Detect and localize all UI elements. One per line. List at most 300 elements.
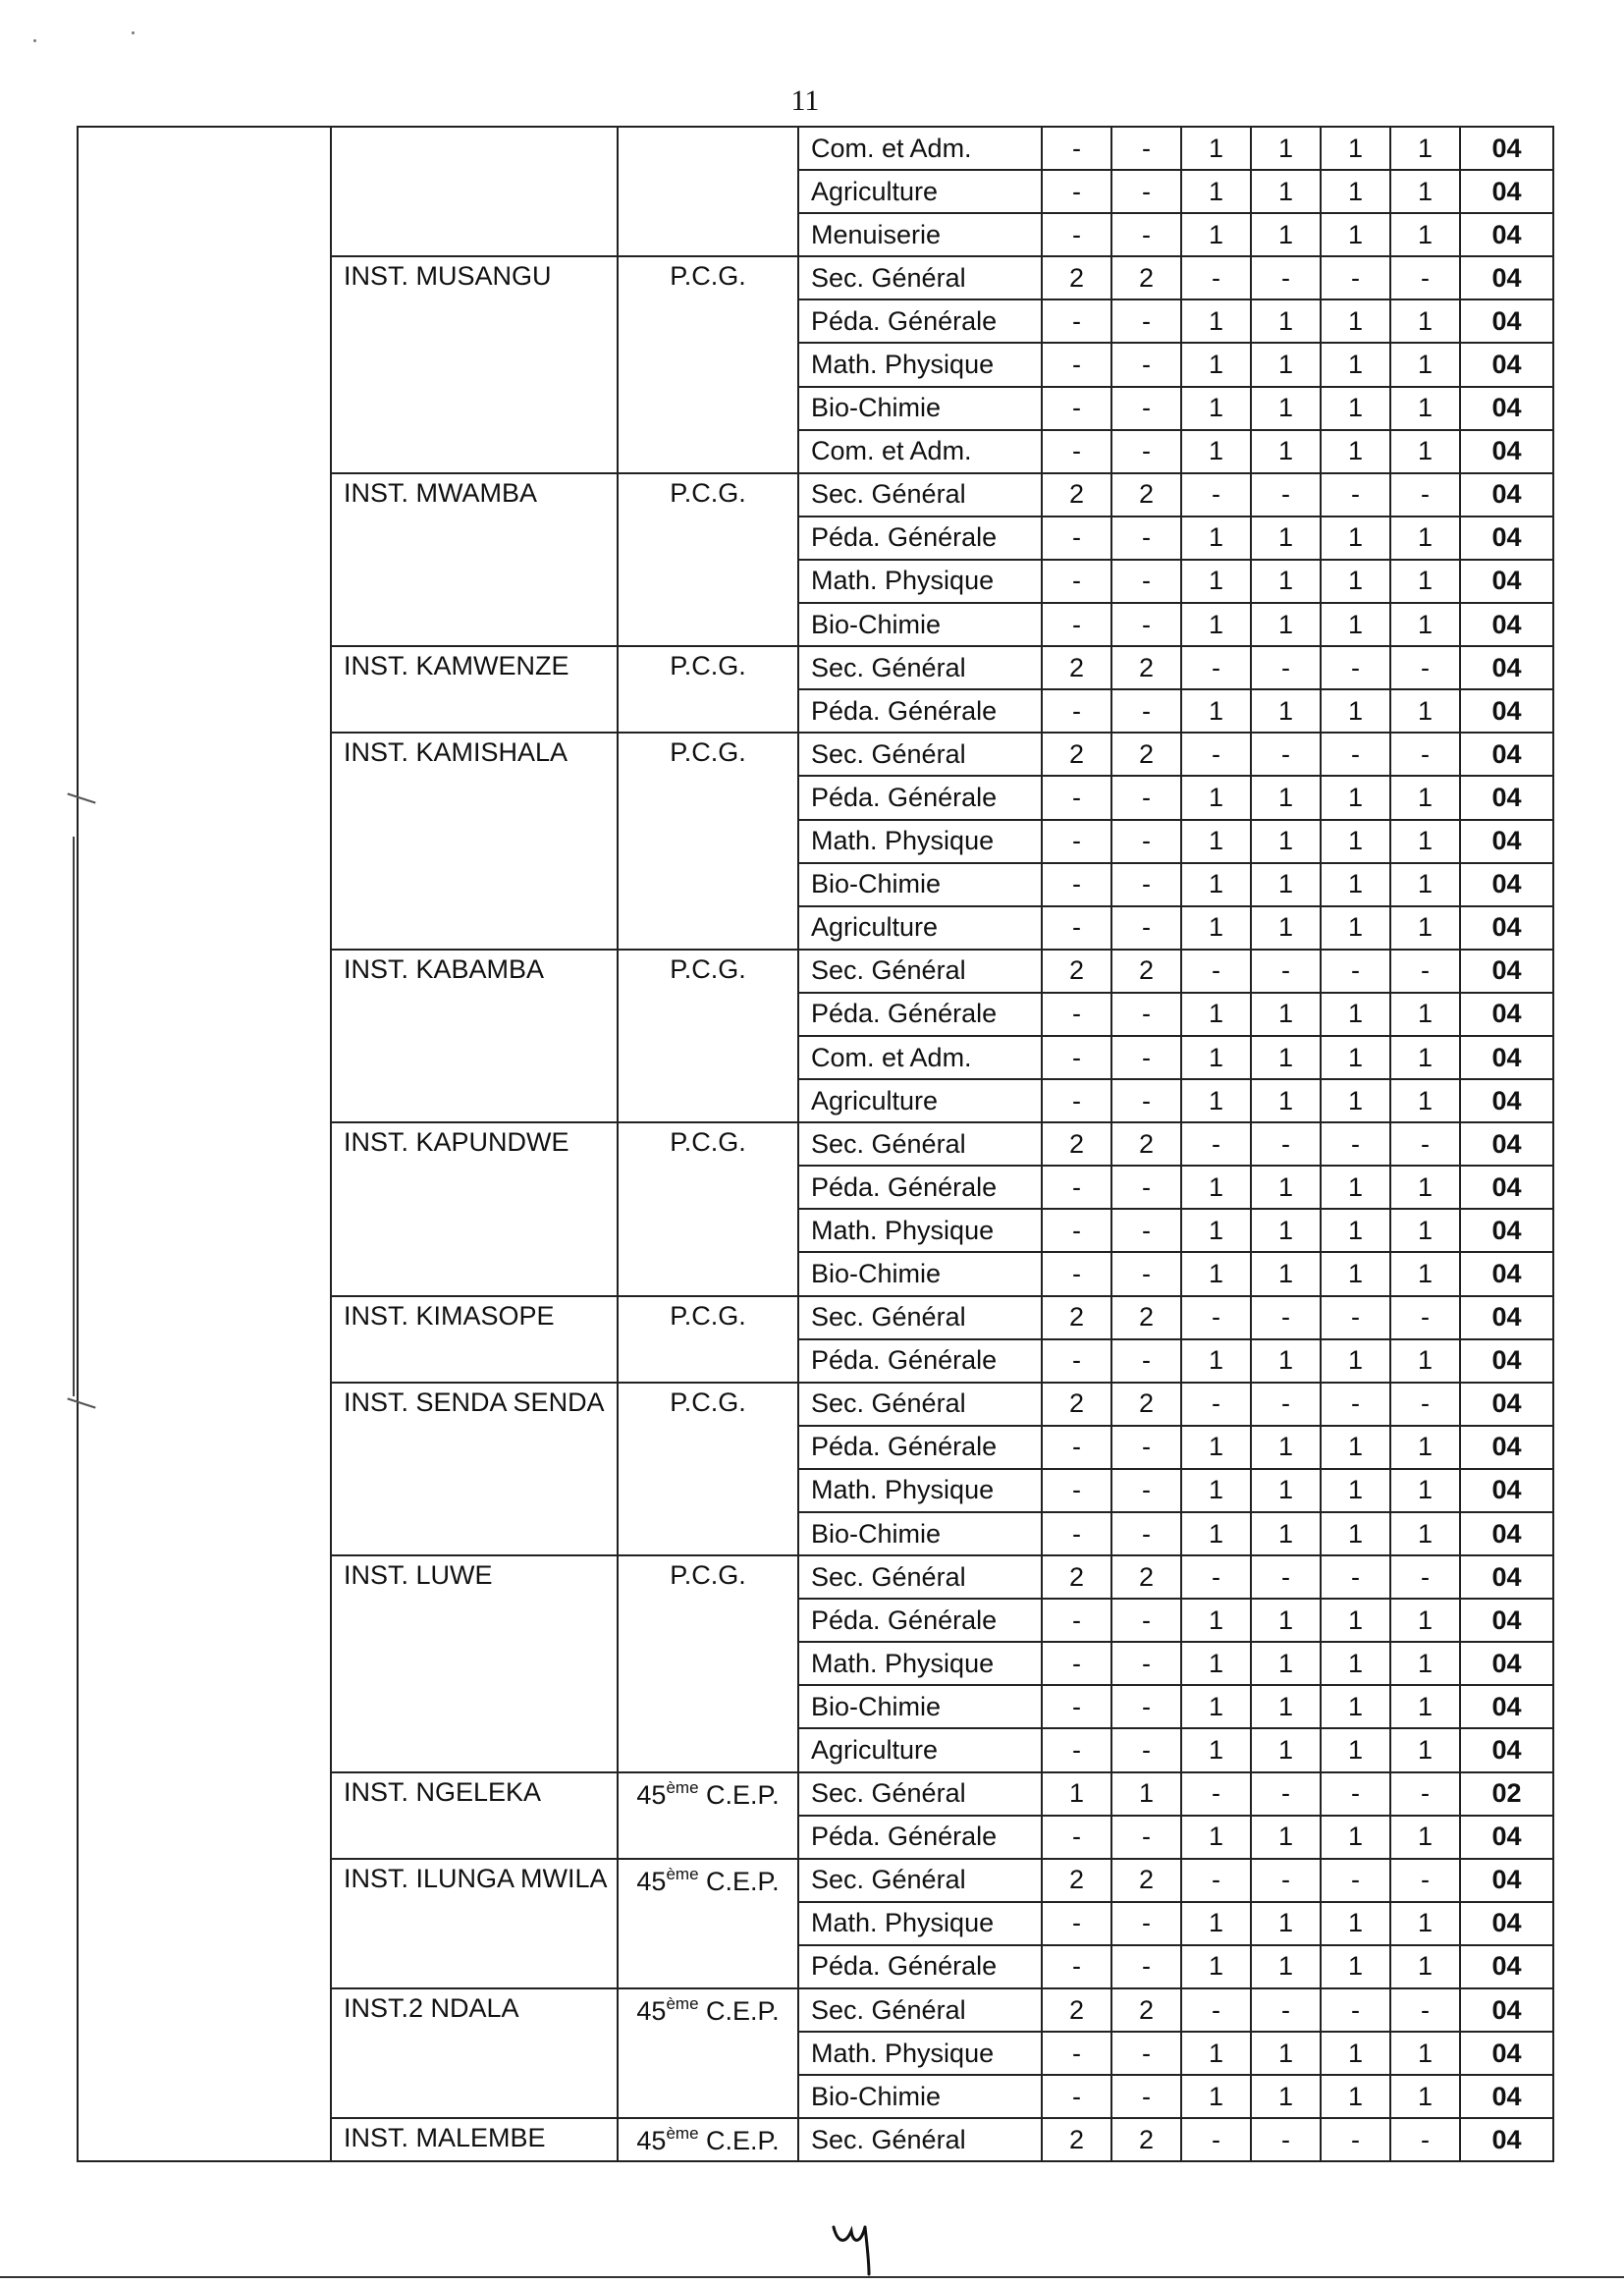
- class-count: -: [1181, 1383, 1251, 1426]
- option-name: Math. Physique: [798, 820, 1042, 863]
- class-count: -: [1321, 1772, 1390, 1816]
- class-count: -: [1390, 2118, 1460, 2161]
- option-name: Menuiserie: [798, 213, 1042, 256]
- option-name: Com. et Adm.: [798, 127, 1042, 170]
- class-count: 1: [1390, 213, 1460, 256]
- school-category: 45ème C.E.P.: [618, 1988, 798, 2118]
- bottom-rule: [0, 2276, 1624, 2278]
- class-count: 1: [1390, 1685, 1460, 1728]
- class-count: -: [1111, 127, 1181, 170]
- class-count: 1: [1321, 127, 1390, 170]
- class-count: 1: [1390, 603, 1460, 646]
- class-count: 1: [1390, 689, 1460, 733]
- option-name: Péda. Générale: [798, 1816, 1042, 1859]
- class-count: -: [1111, 1685, 1181, 1728]
- class-count: -: [1321, 256, 1390, 299]
- class-count: -: [1321, 1383, 1390, 1426]
- total-count: 04: [1460, 1339, 1553, 1383]
- class-count: -: [1251, 646, 1321, 689]
- class-count: 1: [1321, 517, 1390, 560]
- class-count: 1: [1181, 1036, 1251, 1079]
- class-count: 1: [1390, 1036, 1460, 1079]
- total-count: 04: [1460, 256, 1553, 299]
- class-count: -: [1042, 1469, 1111, 1512]
- school-category: P.C.G.: [618, 1296, 798, 1383]
- class-count: 1: [1251, 993, 1321, 1036]
- option-name: Math. Physique: [798, 1469, 1042, 1512]
- class-count: 1: [1181, 993, 1251, 1036]
- class-count: -: [1042, 1902, 1111, 1945]
- class-count: -: [1321, 1122, 1390, 1166]
- class-count: -: [1042, 776, 1111, 819]
- class-count: -: [1111, 1209, 1181, 1252]
- class-count: 1: [1390, 1079, 1460, 1122]
- school-category: P.C.G.: [618, 256, 798, 472]
- option-name: Agriculture: [798, 1079, 1042, 1122]
- class-count: -: [1042, 1512, 1111, 1555]
- class-count: -: [1111, 820, 1181, 863]
- class-count: -: [1042, 993, 1111, 1036]
- class-count: -: [1042, 906, 1111, 950]
- class-count: -: [1042, 1079, 1111, 1122]
- class-count: 1: [1321, 993, 1390, 1036]
- class-count: 1: [1321, 776, 1390, 819]
- class-count: 1: [1321, 1166, 1390, 1209]
- class-count: 1: [1251, 1945, 1321, 1988]
- class-count: 1: [1390, 343, 1460, 386]
- class-count: 1: [1042, 1772, 1111, 1816]
- class-count: -: [1251, 950, 1321, 993]
- option-name: Sec. Général: [798, 256, 1042, 299]
- class-count: 1: [1321, 430, 1390, 473]
- option-name: Péda. Générale: [798, 517, 1042, 560]
- option-name: Péda. Générale: [798, 1945, 1042, 1988]
- school-category: P.C.G.: [618, 1383, 798, 1555]
- class-count: -: [1321, 646, 1390, 689]
- class-count: -: [1111, 603, 1181, 646]
- option-name: Sec. Général: [798, 1122, 1042, 1166]
- total-count: 04: [1460, 950, 1553, 993]
- class-count: 2: [1042, 1555, 1111, 1599]
- class-count: 1: [1251, 170, 1321, 213]
- option-name: Péda. Générale: [798, 1599, 1042, 1642]
- option-name: Péda. Générale: [798, 1166, 1042, 1209]
- class-count: -: [1181, 473, 1251, 517]
- total-count: 04: [1460, 1728, 1553, 1771]
- class-count: -: [1042, 170, 1111, 213]
- school-name: INST. KAMISHALA: [331, 733, 618, 949]
- class-count: 2: [1111, 1383, 1181, 1426]
- total-count: 04: [1460, 170, 1553, 213]
- class-count: 1: [1390, 863, 1460, 906]
- class-count: -: [1111, 1469, 1181, 1512]
- class-count: 1: [1321, 1685, 1390, 1728]
- class-count: 2: [1042, 2118, 1111, 2161]
- class-count: 2: [1042, 1859, 1111, 1902]
- class-count: 1: [1181, 299, 1251, 343]
- option-name: Bio-Chimie: [798, 387, 1042, 430]
- class-count: 2: [1111, 733, 1181, 776]
- class-count: -: [1251, 1772, 1321, 1816]
- school-name: INST.2 NDALA: [331, 1988, 618, 2118]
- class-count: -: [1042, 430, 1111, 473]
- class-count: 1: [1251, 1728, 1321, 1771]
- class-count: 1: [1181, 127, 1251, 170]
- class-count: 1: [1321, 299, 1390, 343]
- class-count: -: [1390, 1122, 1460, 1166]
- class-count: -: [1042, 387, 1111, 430]
- class-count: -: [1181, 646, 1251, 689]
- total-count: 04: [1460, 2118, 1553, 2161]
- class-count: -: [1321, 2118, 1390, 2161]
- option-name: Sec. Général: [798, 1988, 1042, 2032]
- class-count: -: [1042, 2032, 1111, 2075]
- class-count: 1: [1251, 387, 1321, 430]
- total-count: 04: [1460, 1296, 1553, 1339]
- class-count: 1: [1321, 1036, 1390, 1079]
- scan-speck: [132, 31, 135, 34]
- option-name: Com. et Adm.: [798, 1036, 1042, 1079]
- class-count: -: [1181, 733, 1251, 776]
- class-count: -: [1251, 1383, 1321, 1426]
- option-name: Sec. Général: [798, 1383, 1042, 1426]
- class-count: 1: [1181, 1512, 1251, 1555]
- class-count: -: [1181, 256, 1251, 299]
- class-count: -: [1181, 1988, 1251, 2032]
- class-count: 2: [1111, 1296, 1181, 1339]
- class-count: 1: [1390, 1728, 1460, 1771]
- class-count: 1: [1390, 776, 1460, 819]
- total-count: 04: [1460, 776, 1553, 819]
- class-count: 1: [1181, 430, 1251, 473]
- total-count: 04: [1460, 1816, 1553, 1859]
- class-count: 1: [1321, 170, 1390, 213]
- class-count: -: [1321, 733, 1390, 776]
- option-name: Péda. Générale: [798, 1339, 1042, 1383]
- class-count: 1: [1181, 387, 1251, 430]
- class-count: -: [1251, 733, 1321, 776]
- class-count: 1: [1251, 1642, 1321, 1685]
- school-category: P.C.G.: [618, 1555, 798, 1771]
- class-count: -: [1111, 299, 1181, 343]
- school-category: P.C.G.: [618, 473, 798, 646]
- option-name: Bio-Chimie: [798, 1685, 1042, 1728]
- class-count: 1: [1390, 1426, 1460, 1469]
- class-count: 1: [1181, 906, 1251, 950]
- total-count: 04: [1460, 560, 1553, 603]
- total-count: 04: [1460, 689, 1553, 733]
- class-count: 1: [1390, 2032, 1460, 2075]
- class-count: 1: [1251, 430, 1321, 473]
- class-count: 1: [1390, 1166, 1460, 1209]
- class-count: -: [1390, 1859, 1460, 1902]
- class-count: 1: [1181, 820, 1251, 863]
- class-count: -: [1181, 950, 1251, 993]
- class-count: 1: [1390, 560, 1460, 603]
- class-count: -: [1042, 1209, 1111, 1252]
- class-count: 1: [1181, 170, 1251, 213]
- class-count: 1: [1181, 603, 1251, 646]
- class-count: 1: [1251, 1166, 1321, 1209]
- school-name: INST. ILUNGA MWILA: [331, 1859, 618, 1988]
- class-count: -: [1042, 820, 1111, 863]
- class-count: -: [1111, 1426, 1181, 1469]
- option-name: Bio-Chimie: [798, 863, 1042, 906]
- class-count: 1: [1390, 1642, 1460, 1685]
- class-count: 2: [1111, 1555, 1181, 1599]
- class-count: -: [1251, 2118, 1321, 2161]
- class-count: 1: [1251, 1685, 1321, 1728]
- class-count: -: [1042, 1816, 1111, 1859]
- school-category: P.C.G.: [618, 950, 798, 1122]
- table-row: [78, 127, 1553, 170]
- class-count: 1: [1251, 1469, 1321, 1512]
- class-count: 1: [1251, 1512, 1321, 1555]
- class-count: 1: [1181, 213, 1251, 256]
- margin-binding-line: [73, 837, 75, 1396]
- class-count: -: [1042, 689, 1111, 733]
- class-count: 1: [1321, 1945, 1390, 1988]
- school-category: P.C.G.: [618, 733, 798, 949]
- class-count: 1: [1251, 776, 1321, 819]
- class-count: 1: [1251, 906, 1321, 950]
- class-count: 1: [1321, 1209, 1390, 1252]
- class-count: 1: [1181, 1728, 1251, 1771]
- class-count: 1: [1390, 1599, 1460, 1642]
- class-count: 1: [1181, 863, 1251, 906]
- total-count: 02: [1460, 1772, 1553, 1816]
- class-count: -: [1251, 1988, 1321, 2032]
- class-count: -: [1111, 170, 1181, 213]
- class-count: 2: [1042, 473, 1111, 517]
- class-count: -: [1251, 256, 1321, 299]
- class-count: 1: [1321, 906, 1390, 950]
- option-name: Sec. Général: [798, 1859, 1042, 1902]
- class-count: 1: [1181, 689, 1251, 733]
- total-count: 04: [1460, 387, 1553, 430]
- region-cell: [78, 127, 331, 2161]
- total-count: 04: [1460, 343, 1553, 386]
- class-count: 2: [1042, 646, 1111, 689]
- class-count: 1: [1251, 1902, 1321, 1945]
- total-count: 04: [1460, 1122, 1553, 1166]
- class-count: -: [1390, 1383, 1460, 1426]
- class-count: 1: [1390, 1209, 1460, 1252]
- class-count: -: [1111, 993, 1181, 1036]
- school-name: INST. KAMWENZE: [331, 646, 618, 733]
- class-count: -: [1111, 1816, 1181, 1859]
- class-count: -: [1111, 430, 1181, 473]
- class-count: -: [1111, 1036, 1181, 1079]
- school-category: 45ème C.E.P.: [618, 1859, 798, 1988]
- class-count: -: [1042, 1036, 1111, 1079]
- option-name: Sec. Général: [798, 1555, 1042, 1599]
- option-name: Math. Physique: [798, 343, 1042, 386]
- class-count: -: [1042, 1642, 1111, 1685]
- total-count: 04: [1460, 1859, 1553, 1902]
- class-count: 1: [1390, 820, 1460, 863]
- class-count: -: [1321, 1988, 1390, 2032]
- option-name: Péda. Générale: [798, 776, 1042, 819]
- class-count: -: [1111, 1079, 1181, 1122]
- class-count: 1: [1181, 1642, 1251, 1685]
- class-count: 1: [1251, 820, 1321, 863]
- class-count: 1: [1390, 1902, 1460, 1945]
- class-count: -: [1042, 213, 1111, 256]
- total-count: 04: [1460, 1079, 1553, 1122]
- class-count: 1: [1251, 1036, 1321, 1079]
- school-name: INST. KAPUNDWE: [331, 1122, 618, 1295]
- class-count: 2: [1042, 1383, 1111, 1426]
- class-count: 1: [1251, 863, 1321, 906]
- class-count: 1: [1390, 517, 1460, 560]
- class-count: -: [1042, 560, 1111, 603]
- class-count: 1: [1390, 1252, 1460, 1295]
- class-count: 1: [1251, 1209, 1321, 1252]
- class-count: 1: [1251, 2032, 1321, 2075]
- class-count: 1: [1321, 603, 1390, 646]
- class-count: -: [1111, 1945, 1181, 1988]
- class-count: 1: [1390, 387, 1460, 430]
- class-count: 1: [1390, 1945, 1460, 1988]
- class-count: -: [1251, 1555, 1321, 1599]
- class-count: 1: [1321, 1512, 1390, 1555]
- total-count: 04: [1460, 213, 1553, 256]
- class-count: -: [1181, 2118, 1251, 2161]
- class-count: 1: [1251, 560, 1321, 603]
- class-count: -: [1042, 517, 1111, 560]
- option-name: Sec. Général: [798, 1296, 1042, 1339]
- option-name: Péda. Générale: [798, 1426, 1042, 1469]
- total-count: 04: [1460, 1599, 1553, 1642]
- class-count: 1: [1251, 689, 1321, 733]
- page-number: 11: [790, 84, 820, 117]
- class-count: -: [1042, 1728, 1111, 1771]
- total-count: 04: [1460, 127, 1553, 170]
- class-count: 1: [1181, 1339, 1251, 1383]
- class-count: 2: [1111, 1122, 1181, 1166]
- option-name: Péda. Générale: [798, 689, 1042, 733]
- class-count: -: [1042, 1599, 1111, 1642]
- class-count: 1: [1181, 1252, 1251, 1295]
- class-count: 1: [1181, 776, 1251, 819]
- class-count: -: [1111, 517, 1181, 560]
- total-count: 04: [1460, 473, 1553, 517]
- class-count: -: [1042, 1945, 1111, 1988]
- class-count: 1: [1181, 1902, 1251, 1945]
- class-count: -: [1111, 560, 1181, 603]
- class-count: 2: [1111, 473, 1181, 517]
- class-count: -: [1042, 603, 1111, 646]
- class-count: 2: [1042, 950, 1111, 993]
- option-name: Sec. Général: [798, 950, 1042, 993]
- option-name: Math. Physique: [798, 2032, 1042, 2075]
- school-category: [618, 127, 798, 256]
- class-count: -: [1390, 473, 1460, 517]
- school-name: INST. NGELEKA: [331, 1772, 618, 1859]
- class-count: -: [1042, 343, 1111, 386]
- total-count: 04: [1460, 517, 1553, 560]
- total-count: 04: [1460, 1555, 1553, 1599]
- total-count: 04: [1460, 2032, 1553, 2075]
- option-name: Péda. Générale: [798, 993, 1042, 1036]
- class-count: 1: [1181, 517, 1251, 560]
- class-count: -: [1042, 299, 1111, 343]
- option-name: Math. Physique: [798, 1209, 1042, 1252]
- class-count: -: [1042, 2075, 1111, 2118]
- class-count: -: [1111, 776, 1181, 819]
- option-name: Math. Physique: [798, 560, 1042, 603]
- class-count: 1: [1181, 1426, 1251, 1469]
- class-count: 1: [1251, 1252, 1321, 1295]
- class-count: -: [1181, 1296, 1251, 1339]
- class-count: -: [1321, 1859, 1390, 1902]
- total-count: 04: [1460, 1512, 1553, 1555]
- class-count: 1: [1251, 213, 1321, 256]
- class-count: 1: [1181, 1469, 1251, 1512]
- class-count: 1: [1181, 1166, 1251, 1209]
- class-count: -: [1181, 1859, 1251, 1902]
- class-count: 1: [1181, 1209, 1251, 1252]
- school-category: 45ème C.E.P.: [618, 2118, 798, 2161]
- scan-speck: [33, 39, 36, 42]
- class-count: -: [1181, 1555, 1251, 1599]
- class-count: 1: [1321, 343, 1390, 386]
- class-count: 1: [1251, 1339, 1321, 1383]
- class-count: -: [1042, 127, 1111, 170]
- class-count: 1: [1321, 1469, 1390, 1512]
- school-category: P.C.G.: [618, 646, 798, 733]
- class-count: 1: [1181, 1685, 1251, 1728]
- class-count: 2: [1111, 1859, 1181, 1902]
- class-count: -: [1111, 213, 1181, 256]
- class-count: 1: [1321, 387, 1390, 430]
- table-body: [78, 127, 1553, 2161]
- class-count: 2: [1111, 950, 1181, 993]
- option-name: Péda. Générale: [798, 299, 1042, 343]
- class-count: -: [1321, 1555, 1390, 1599]
- class-count: 1: [1321, 1599, 1390, 1642]
- class-count: 1: [1251, 1599, 1321, 1642]
- class-count: -: [1111, 863, 1181, 906]
- school-name: INST. LUWE: [331, 1555, 618, 1771]
- option-name: Sec. Général: [798, 473, 1042, 517]
- class-count: -: [1111, 1642, 1181, 1685]
- class-count: 1: [1321, 560, 1390, 603]
- total-count: 04: [1460, 1252, 1553, 1295]
- total-count: 04: [1460, 733, 1553, 776]
- option-name: Bio-Chimie: [798, 2075, 1042, 2118]
- class-count: -: [1390, 950, 1460, 993]
- option-name: Bio-Chimie: [798, 603, 1042, 646]
- class-count: 1: [1251, 1079, 1321, 1122]
- class-count: 1: [1321, 1252, 1390, 1295]
- option-name: Sec. Général: [798, 2118, 1042, 2161]
- class-count: 2: [1111, 1988, 1181, 2032]
- total-count: 04: [1460, 1426, 1553, 1469]
- class-count: 1: [1251, 343, 1321, 386]
- class-count: -: [1251, 1122, 1321, 1166]
- school-name: INST. KIMASOPE: [331, 1296, 618, 1383]
- total-count: 04: [1460, 646, 1553, 689]
- class-count: 1: [1251, 2075, 1321, 2118]
- class-count: 1: [1251, 517, 1321, 560]
- class-count: -: [1042, 863, 1111, 906]
- school-category: P.C.G.: [618, 1122, 798, 1295]
- total-count: 04: [1460, 1945, 1553, 1988]
- class-count: -: [1181, 1772, 1251, 1816]
- class-count: -: [1181, 1122, 1251, 1166]
